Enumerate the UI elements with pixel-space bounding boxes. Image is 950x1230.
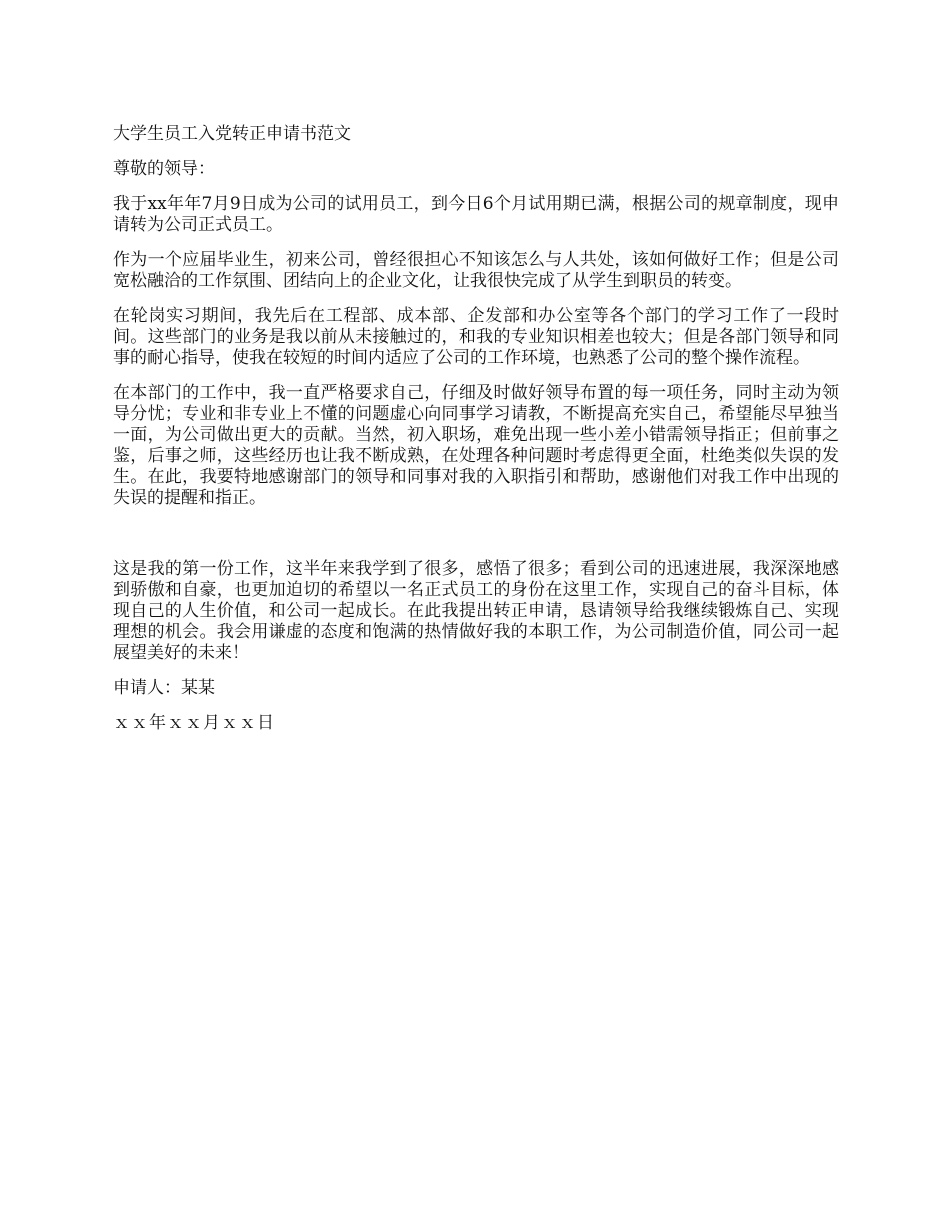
document-page bbox=[113, 124, 839, 734]
paragraph-1: 我于xx年年7月9日成为公司的试用员工，到今日6个月试用期已满，根据公司的规章制度，现申请转为公司正式员工。 bbox=[113, 194, 839, 235]
blank-line bbox=[113, 523, 839, 559]
document-title: 大学生员工入党转正申请书范文 bbox=[113, 124, 351, 144]
date-line: ｘｘ年ｘｘ月ｘｘ日 bbox=[113, 713, 275, 733]
applicant-line: 申请人：某某 bbox=[113, 678, 215, 698]
paragraph-4: 在本部门的工作中，我一直严格要求自己，仔细及时做好领导布置的每一项任务，同时主动为领导分忧；专业和非专业上不懂的问题虚心向同事学习请教，不断提高充实自己，希望能尽早独当一面，为公司做出更大的贡献。当然，初入职场，难免出现一些小差小错需领导指正；但前事之鉴，后事之师，这些经历也让我不断成熟，在处理各种问题时考虑得更全面，杜绝类似失误的发生。在此，我要特地感谢部门的领导和同事对我的入职指引和帮助，感谢他们对我工作中出现的失误的提醒和指正。 bbox=[113, 383, 839, 508]
salutation: 尊敬的领导： bbox=[113, 159, 215, 179]
paragraph-2: 作为一个应届毕业生，初来公司，曾经很担心不知该怎么与人共处，该如何做好工作；但是公司宽松融洽的工作氛围、团结向上的企业文化，让我很快完成了从学生到职员的转变。 bbox=[113, 250, 839, 291]
paragraph-3: 在轮岗实习期间，我先后在工程部、成本部、企发部和办公室等各个部门的学习工作了一段时间。这些部门的业务是我以前从未接触过的，和我的专业知识相差也较大；但是各部门领导和同事的耐心指导，使我在较短的时间内适应了公司的工作环境，也熟悉了公司的整个操作流程。 bbox=[113, 306, 839, 368]
paragraph-5: 这是我的第一份工作，这半年来我学到了很多，感悟了很多；看到公司的迅速进展，我深深地感到骄傲和自豪，也更加迫切的希望以一名正式员工的身份在这里工作，实现自己的奋斗目标，体现自己的人生价值，和公司一起成长。在此我提出转正申请，恳请领导给我继续锻炼自己、实现理想的机会。我会用谦虚的态度和饱满的热情做好我的本职工作，为公司制造价值，同公司一起展望美好的未来！ bbox=[113, 559, 839, 663]
